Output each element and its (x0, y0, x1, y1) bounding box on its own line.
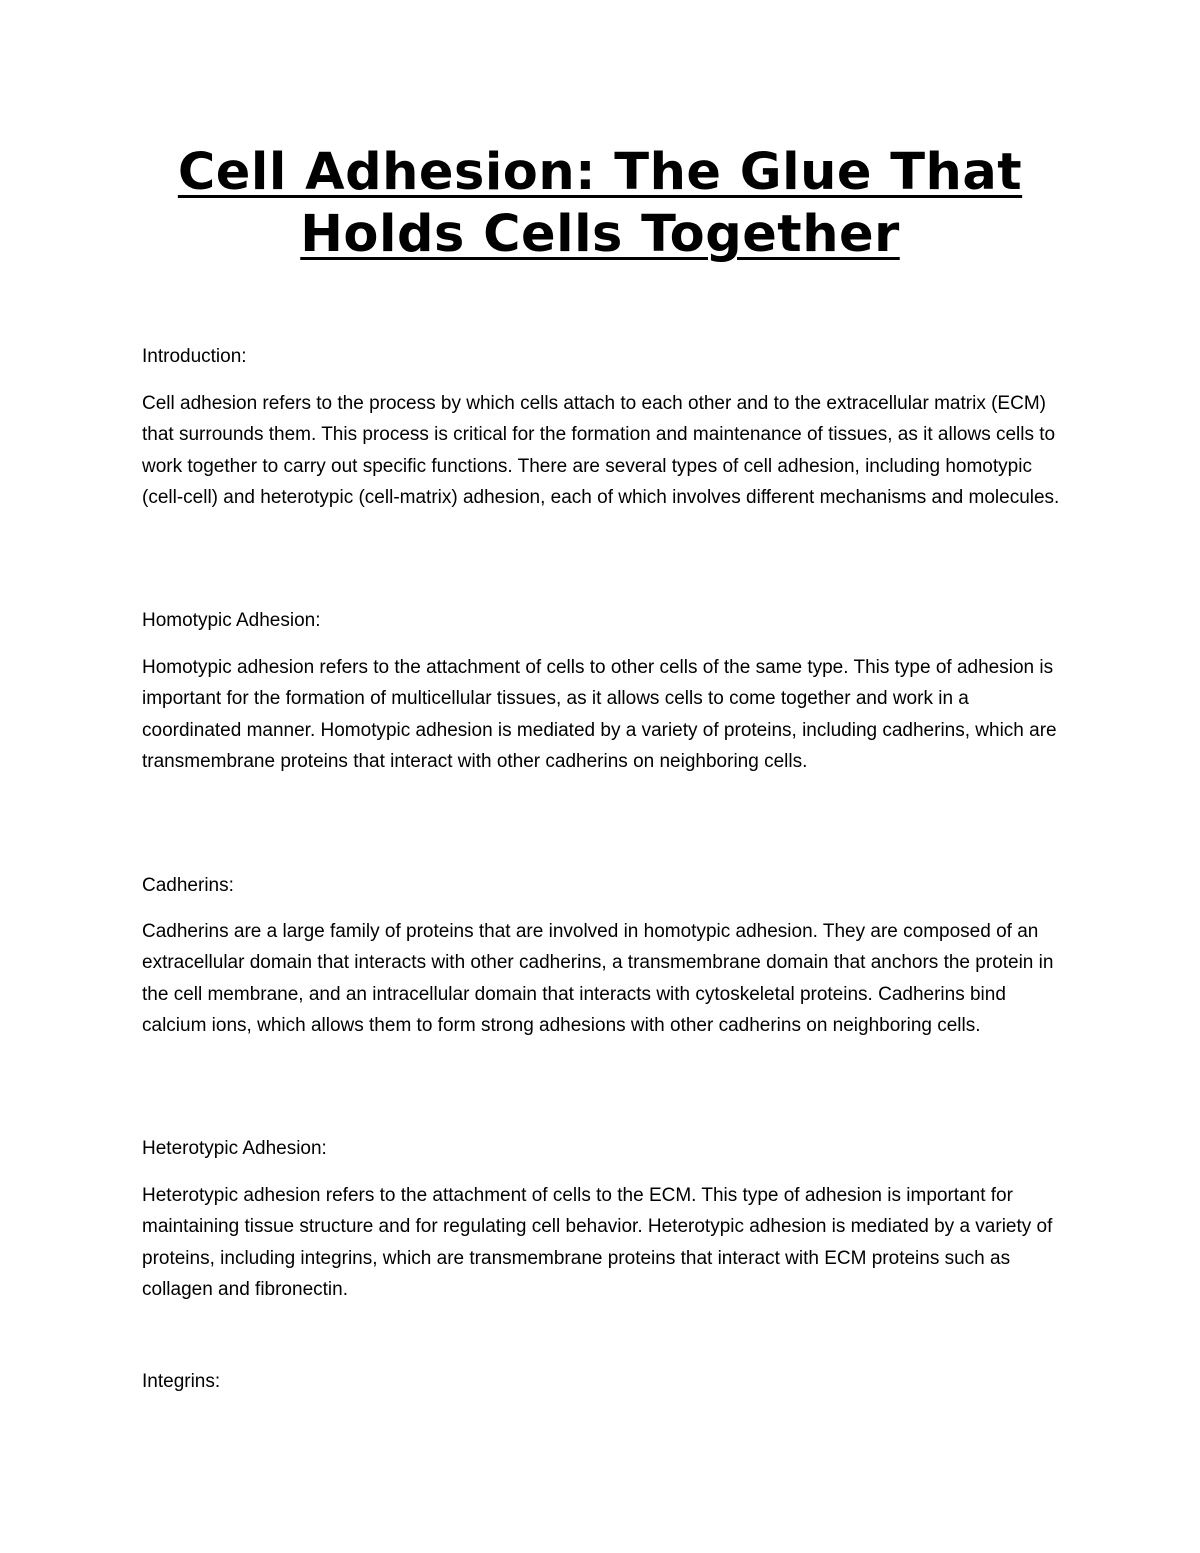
section-heading-heterotypic-adhesion: Heterotypic Adhesion: (142, 1138, 327, 1159)
section-heading-homotypic-adhesion: Homotypic Adhesion: (142, 610, 321, 631)
document-title: Cell Adhesion: The Glue That Holds Cells Together (177, 143, 1023, 264)
section-heading-introduction: Introduction: (142, 346, 247, 367)
section-body-heterotypic-adhesion: Heterotypic adhesion refers to the attachment of cells to the ECM. This type of adhesion is important for maintaining tissue structure and for regulating cell behavior. Heterotypic adhesion is mediated by a variety of proteins, including integrins, which are transmembrane proteins that interact with ECM proteins such as collagen and fibronectin. (142, 1185, 1053, 1300)
section-body-introduction: Cell adhesion refers to the process by which cells attach to each other and to the extracellular matrix (ECM) that surrounds them. This process is critical for the formation and maintenance of tissues, as it allows cells to work together to carry out specific functions. There are several types of cell adhesion, including homotypic (cell-cell) and heterotypic (cell-matrix) adhesion, each of which involves different mechanisms and molecules. (142, 393, 1060, 508)
section-body-cadherins: Cadherins are a large family of proteins that are involved in homotypic adhesion. They are composed of an extracellular domain that interacts with other cadherins, a transmembrane domain that anchors the protein in the cell membrane, and an intracellular domain that interacts with cytoskeletal proteins. Cadherins bind calcium ions, which allows them to form strong adhesions with other cadherins on neighboring cells. (142, 921, 1054, 1036)
section-heading-cadherins: Cadherins: (142, 875, 234, 896)
section-body-homotypic-adhesion: Homotypic adhesion refers to the attachment of cells to other cells of the same type. This type of adhesion is important for the formation of multicellular tissues, as it allows cells to come together and work in a coordinated manner. Homotypic adhesion is mediated by a variety of proteins, including cadherins, which are transmembrane proteins that interact with other cadherins on neighboring cells. (142, 657, 1057, 772)
section-heading-integrins: Integrins: (142, 1371, 221, 1392)
